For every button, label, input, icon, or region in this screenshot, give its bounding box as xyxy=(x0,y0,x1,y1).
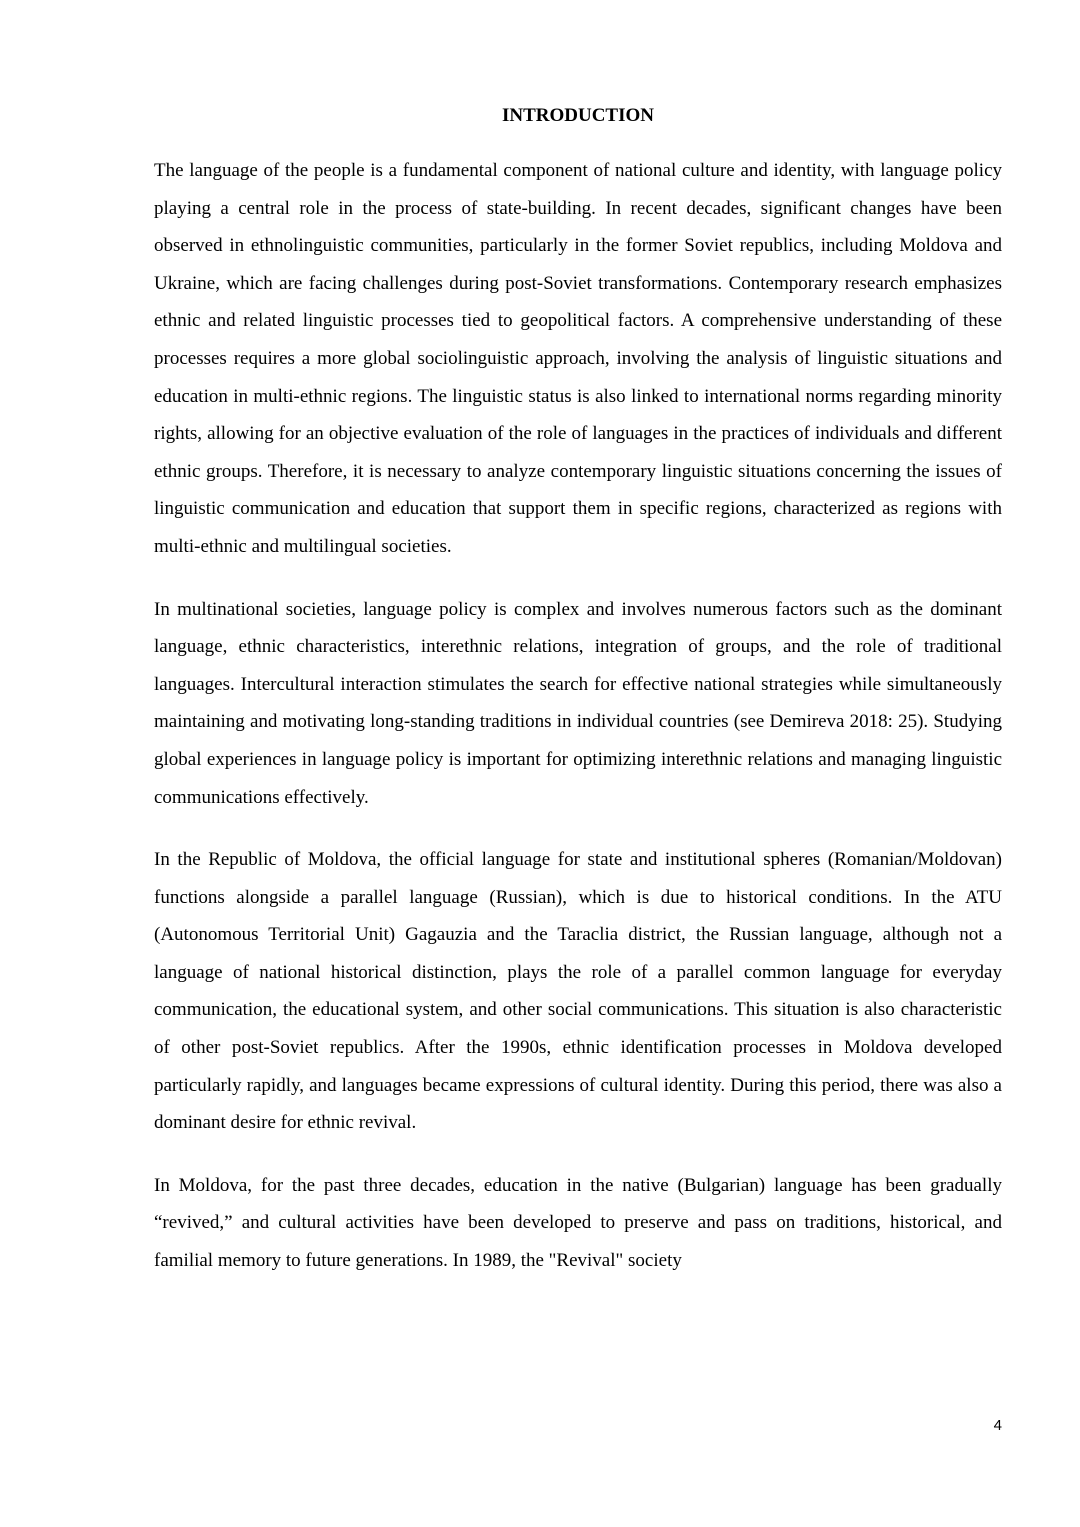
paragraph-4: In Moldova, for the past three decades, education in the native (Bulgarian) language has been gradually “revived,” and cultural activities have been developed to preserve and pass on traditions, historical, and familial memory to future generations. In 1989, the "Revival" society xyxy=(154,1174,1002,1272)
page-number: 4 xyxy=(993,1417,1002,1434)
body-text xyxy=(154,152,1002,1305)
paragraph-3: In the Republic of Moldova, the official language for state and institutional spheres (Romanian/Moldovan) functions alongside a parallel language (Russian), which is due to historical conditions. In the ATU (Autonomous Territorial Unit) Gagauzia and the Taraclia district, the Russian language, although not a language of national historical distinction, plays the role of a parallel common language for everyday communication, the educational system, and other social communications. This situation is also characteristic of other post-Soviet republics. After the 1990s, ethnic identification processes in Moldova developed particularly rapidly, and languages became expressions of cultural identity. During this period, there was also a dominant desire for ethnic revival. xyxy=(154,849,1002,1134)
paragraph-2: In multinational societies, language policy is complex and involves numerous factors such as the dominant language, ethnic characteristics, interethnic relations, integration of groups, and the role of traditional languages. Intercultural interaction stimulates the search for effective national strategies while simultaneously maintaining and motivating long-standing traditions in individual countries (see Demireva 2018: 25). Studying global experiences in language policy is important for optimizing interethnic relations and managing linguistic communications effectively. xyxy=(154,598,1002,808)
page-title: INTRODUCTION xyxy=(501,105,655,126)
paragraph-1: The language of the people is a fundamental component of national culture and identity, with language policy playing a central role in the process of state-building. In recent decades, significant changes have been observed in ethnolinguistic communities, particularly in the former Soviet republics, including Moldova and Ukraine, which are facing challenges during post-Soviet transformations. Contemporary research emphasizes ethnic and related linguistic processes tied to geopolitical factors. A comprehensive understanding of these processes requires a more global sociolinguistic approach, involving the analysis of linguistic situations and education in multi-ethnic regions. The linguistic status is also linked to international norms regarding minority rights, allowing for an objective evaluation of the role of languages in the practices of individuals and different ethnic groups. Therefore, it is necessary to analyze contemporary linguistic situations concerning the issues of linguistic communication and education that support them in specific regions, characterized as regions with multi-ethnic and multilingual societies. xyxy=(154,160,1002,557)
